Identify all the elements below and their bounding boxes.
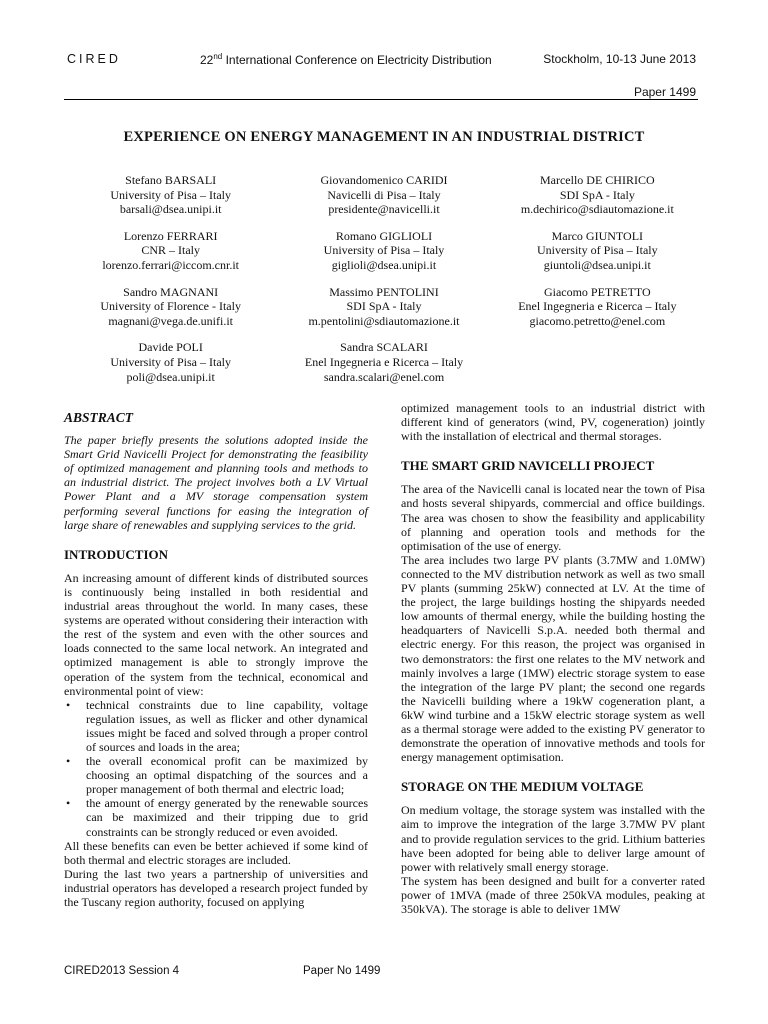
author-entry — [64, 340, 277, 384]
list-item: • the overall economical profit can be maximized by choosing an optimal dispatching of the sources and a proper management of both thermal and electric load; — [86, 754, 368, 796]
abstract-heading: ABSTRACT — [64, 410, 134, 425]
author-entry — [277, 229, 490, 273]
right-column — [401, 401, 705, 916]
author-name: Romano GIGLIOLI — [335, 228, 433, 243]
header-paper-number: Paper 1499 — [633, 85, 696, 99]
conf-superscript: nd — [213, 52, 223, 61]
author-name: Sandra SCALARI — [340, 340, 428, 355]
left-column — [64, 411, 368, 909]
intro-paragraph: All these benefits can even be better achieved if some kind of both thermal and electric storages are included. — [64, 838, 368, 867]
section-heading-navicelli: THE SMART GRID NAVICELLI PROJECT — [401, 458, 655, 474]
header-cired: CIRED — [67, 52, 121, 66]
author-email[interactable]: magnani@vega.de.unifi.it — [108, 313, 233, 328]
author-entry — [277, 285, 490, 329]
author-name: Davide POLI — [138, 340, 203, 355]
author-name: Lorenzo FERRARI — [123, 228, 218, 243]
author-email[interactable]: presidente@navicelli.it — [328, 202, 440, 217]
intro-paragraph: During the last two years a partnership of universities and industrial operators has developed a research project funded by the Tuscany region authority, focused on applying — [64, 866, 368, 909]
list-item: • the amount of energy generated by the renewable sources can be maximized and their tripping due to grid constraints can be strongly reduced or even avoided. — [86, 796, 368, 838]
intro-paragraph: An increasing amount of different kinds of distributed sources is continuously being installed in both residential and industrial areas throughout the world. In many cases, these systems are operated without considering their interaction with the rest of the system and even with the other sources and loads connected to the same local network. An integrated and optimized management is able to strongly improve the operation of the system from the technical, economical and environmental point of view: — [64, 570, 368, 698]
author-entry — [491, 229, 704, 273]
author-email[interactable]: giglioli@dsea.unipi.it — [331, 257, 437, 272]
author-aff: Navicelli di Pisa – Italy — [327, 187, 441, 202]
intro-bullet-list — [64, 698, 368, 839]
body-paragraph: The area includes two large PV plants (3.7MW and 1.0MW) connected to the MV distribution network as well as two small PV plants (summing 25kW) connected at LV. At the time of the project, the large buildings hosting the shipyards needed low amounts of thermal energy, while the building hosting the headquarters of Navicelli S.p.A. needed both thermal and electric energy. For this reason, the project was organised in two demonstrators: the first one relates to the MV network and mainly involves a large (1MW) electric storage system to ease the integration of the large PV plant; the second one regards the Navicelli building where a 19kW cogeneration plant, a 6kW wind turbine and a 15kW electric storage system as well as a thermal storage were added to the existing PV generator to demonstrate the operation of innovative methods and tools for energy management optimisation. — [401, 552, 705, 765]
paper-title: EXPERIENCE ON ENERGY MANAGEMENT IN AN INDUSTRIAL DISTRICT — [123, 129, 645, 145]
author-aff: SDI SpA - Italy — [559, 187, 635, 202]
section-heading-storage: STORAGE ON THE MEDIUM VOLTAGE — [401, 779, 644, 795]
list-item: • technical constraints due to line capability, voltage regulation issues, as well as flicker and other dynamical issues might be faced and solved through a proper control of sources and loads in the area; — [86, 698, 368, 754]
header-rule — [64, 99, 698, 100]
author-name: Marcello DE CHIRICO — [539, 173, 655, 187]
author-name: Marco GIUNTOLI — [551, 228, 644, 243]
author-aff: Enel Ingegneria e Ricerca – Italy — [304, 354, 464, 369]
author-grid — [64, 173, 704, 384]
author-entry — [64, 229, 277, 273]
footer-session: CIRED2013 Session 4 — [64, 965, 180, 977]
author-email[interactable]: lorenzo.ferrari@iccom.cnr.it — [102, 257, 239, 272]
body-paragraph: The system has been designed and built for a converter rated power of 1MVA (made of three 250kVA modules, peaking at 350kVA). The storage is able to deliver 1MW — [401, 873, 705, 916]
footer-paper-number: Paper No 1499 — [303, 965, 381, 977]
author-email[interactable]: giacomo.petretto@enel.com — [529, 313, 666, 328]
author-aff: SDI SpA - Italy — [346, 299, 422, 314]
author-aff: University of Pisa – Italy — [110, 354, 231, 369]
body-paragraph: On medium voltage, the storage system was installed with the aim to improve the integration of the large 3.7MW PV plant and to provide regulation services to the grid. Lithium batteries have been adopted for being able to deliver large amount of power with relatively small energy storage. — [401, 803, 705, 874]
author-email[interactable]: barsali@dsea.unipi.it — [119, 202, 222, 217]
author-entry — [277, 340, 490, 384]
conf-title: International Conference on Electricity Distribution — [222, 53, 492, 67]
body-paragraph: The area of the Navicelli canal is located near the town of Pisa and hosts several shipyards, commercial and office buildings. The area was chosen to show the feasibility and applicability of planning and operation tools and methods for the optimisation of the use of energy. — [401, 482, 705, 553]
author-name: Sandro MAGNANI — [123, 284, 219, 299]
author-entry — [64, 285, 277, 329]
author-aff: University of Florence - Italy — [100, 299, 241, 314]
conf-number: 22 — [200, 53, 214, 67]
author-entry — [491, 173, 704, 217]
author-email[interactable]: m.dechirico@sdiautomazione.it — [520, 202, 674, 217]
author-email[interactable]: sandra.scalari@enel.com — [323, 369, 445, 384]
author-aff: Enel Ingegneria e Ricerca – Italy — [518, 299, 677, 314]
author-name: Stefano BARSALI — [125, 173, 217, 187]
author-name: Giacomo PETRETTO — [543, 284, 651, 299]
author-email[interactable]: m.pentolini@sdiautomazione.it — [308, 313, 460, 328]
author-entry — [277, 173, 490, 217]
header-conference — [200, 52, 492, 67]
header-place-date: Stockholm, 10-13 June 2013 — [543, 52, 696, 66]
author-email[interactable]: poli@dsea.unipi.it — [126, 369, 215, 384]
author-aff: University of Pisa – Italy — [323, 243, 445, 258]
intro-heading: INTRODUCTION — [64, 546, 169, 562]
author-entry — [491, 285, 704, 329]
author-aff: University of Pisa – Italy — [110, 187, 231, 202]
abstract-text: The paper briefly presents the solutions adopted inside the Smart Grid Navicelli Project for demonstrating the feasibility of optimized management and planning tools and methods to an industrial district. The project involves both a LV Virtual Power Plant and a MV storage compensation system performing several functions for easing the integration of large share of renewables and supplying services to the grid. — [64, 433, 368, 532]
author-email[interactable]: giuntoli@dsea.unipi.it — [543, 257, 651, 272]
author-name: Giovandomenico CARIDI — [320, 173, 448, 187]
author-aff: University of Pisa – Italy — [536, 243, 658, 258]
body-paragraph: optimized management tools to an industrial district with different kind of generators (wind, PV, cogeneration) jointly with the installation of electrical and thermal storages. — [401, 401, 705, 444]
author-entry — [64, 173, 277, 217]
author-name: Massimo PENTOLINI — [329, 284, 439, 299]
author-aff: CNR – Italy — [141, 243, 200, 258]
